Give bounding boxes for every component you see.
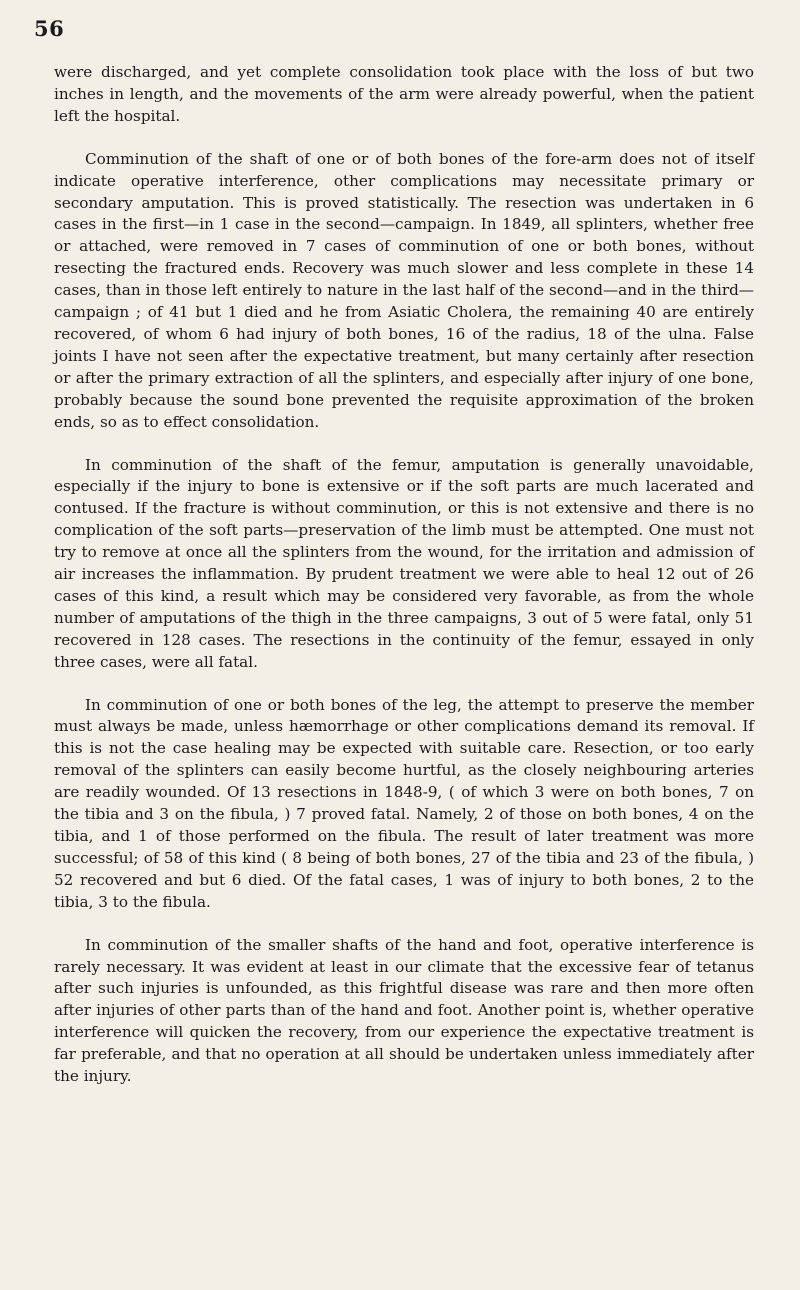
paragraph-continued: were discharged, and yet complete consolidation took place with the loss of but two inches in length, and the movements of the arm were already powerful, when the patient left the hospital. — [54, 63, 754, 125]
paragraph-femur: In comminution of the shaft of the femur, amputation is generally unavoidable, especially if the injury to bone is extensive or if the soft parts are much lacerated and contused. If the fracture is without comminution, or this is not extensive and there is no complication of the soft parts—preservation of the limb must be attempted. One must not try to remove at once all the splinters from the wound, for the irritation and admission of air increases the inflammation. By prudent treatment we were able to heal 12 out of 26 cases of this kind, a result which may be considered very favorable, as from the whole number of amputations of the thigh in the three campaigns, 3 out of 5 were fatal, only 51 recovered in 128 cases. The resections in the continuity of the femur, essayed in only three cases, were all fatal. — [54, 455, 754, 671]
paragraph-forearm: Comminution of the shaft of one or of both bones of the fore-arm does not of itself indicate operative interference, other complications may necessitate primary or secondary amputation. This is proved statistically. The resection was undertaken in 6 cases in the first—in 1 case in the second—campaign. In 1849, all splinters, whether free or attached, were removed in 7 cases of comminution of one or both bones, without resecting the fractured ends. Recovery was much slower and less complete in these 14 cases, than in those left entirely to nature in the last half of the second—and in the third—campaign ; of 41 but 1 died and he from Asiatic Cholera, the remaining 40 are entirely recovered, of whom 6 had injury of both bones, 16 of the radius, 18 of the ulna. False joints I have not seen after the expectative treatment, but many certainly after resection or after the primary extraction of all the splinters, and especially after injury of one bone, probably because the sound bone prevented the requisite approximation of the broken ends, so as to effect consolidation. — [54, 149, 754, 431]
page-number: 56 — [34, 16, 65, 41]
body-text — [54, 62, 754, 1109]
paragraph-leg: In comminution of one or both bones of the leg, the attempt to preserve the member must always be made, unless hæmorrhage or other complications demand its removal. If this is not the case healing may be expected with suitable care. Resection, or too early removal of the splinters can easily become hurtful, as the closely neighbouring arteries are readily wounded. Of 13 resections in 1848-9, ( of which 3 were on both bones, 7 on the tibia and 3 on the fibula, ) 7 proved fatal. Namely, 2 of those on both bones, 4 on the tibia, and 1 of those performed on the fibula. The result of later treatment was more successful; of 58 of this kind ( 8 being of both bones, 27 of the tibia and 23 of the fibula, ) 52 recovered and but 6 died. Of the fatal cases, 1 was of injury to both bones, 2 to the tibia, 3 to the fibula. — [54, 695, 754, 911]
paragraph-hand-foot: In comminution of the smaller shafts of the hand and foot, operative interference is rarely necessary. It was evident at least in our climate that the excessive fear of tetanus after such injuries is unfounded, as this frightful disease was rare and then more often after injuries of other parts than of the hand and foot. Another point is, whether operative interference will quicken the recovery, from our experience the expectative treatment is far preferable, and that no operation at all should be undertaken unless immediately after the injury. — [54, 935, 754, 1086]
